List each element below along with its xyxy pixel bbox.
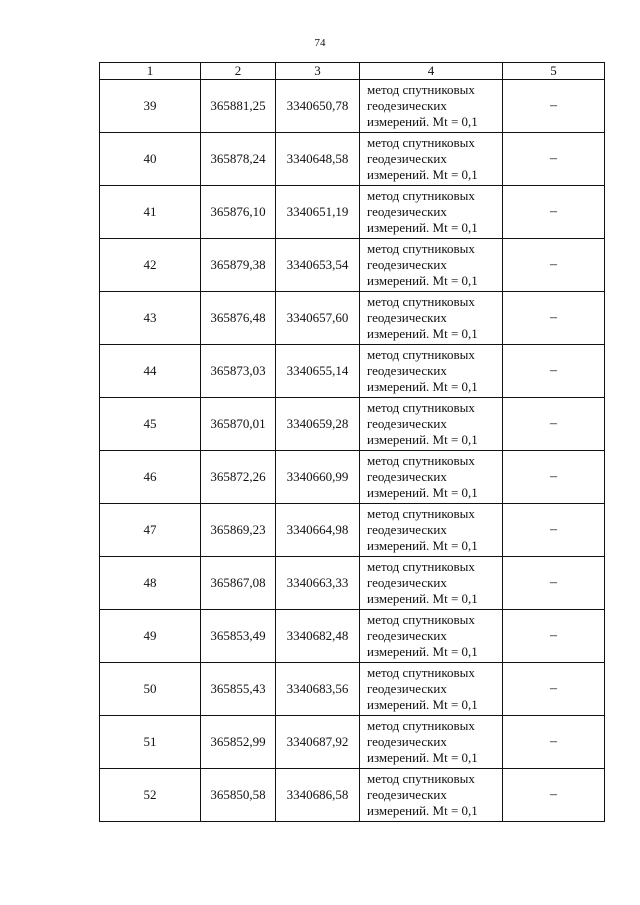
note-cell: – [503,451,605,504]
method-cell [360,504,503,557]
y-coordinate-cell: 3340651,19 [276,186,360,239]
header-row [100,63,605,80]
note-cell: – [503,133,605,186]
method-line-2: геодезических [367,575,447,590]
header-col-5: 5 [503,63,605,80]
method-cell [360,557,503,610]
coordinates-table [99,62,605,822]
y-coordinate-cell: 3340657,60 [276,292,360,345]
method-line-3: измерений. Mt = 0,1 [367,114,478,129]
table-row [100,398,605,451]
method-line-2: геодезических [367,204,447,219]
table-row [100,557,605,610]
note-cell: – [503,716,605,769]
method-cell [360,345,503,398]
table-row [100,186,605,239]
method-cell [360,451,503,504]
method-line-3: измерений. Mt = 0,1 [367,326,478,341]
y-coordinate-cell: 3340686,58 [276,769,360,822]
method-line-1: метод спутниковых [367,718,475,733]
y-coordinate-cell: 3340650,78 [276,80,360,133]
method-cell [360,610,503,663]
y-coordinate-cell: 3340655,14 [276,345,360,398]
point-number-cell: 49 [100,610,201,663]
method-line-3: измерений. Mt = 0,1 [367,379,478,394]
note-cell: – [503,239,605,292]
point-number-cell: 50 [100,663,201,716]
page-number: 74 [314,37,326,49]
point-number-cell: 46 [100,451,201,504]
note-cell: – [503,345,605,398]
table-row [100,345,605,398]
table-row [100,716,605,769]
header-col-4: 4 [360,63,503,80]
x-coordinate-cell: 365867,08 [201,557,276,610]
table-row [100,80,605,133]
method-line-1: метод спутниковых [367,82,475,97]
method-line-3: измерений. Mt = 0,1 [367,644,478,659]
y-coordinate-cell: 3340664,98 [276,504,360,557]
method-line-3: измерений. Mt = 0,1 [367,167,478,182]
method-line-1: метод спутниковых [367,771,475,786]
header-col-2: 2 [201,63,276,80]
x-coordinate-cell: 365853,49 [201,610,276,663]
y-coordinate-cell: 3340648,58 [276,133,360,186]
method-line-1: метод спутниковых [367,665,475,680]
point-number-cell: 52 [100,769,201,822]
table-header [100,63,605,80]
header-col-1: 1 [100,63,201,80]
x-coordinate-cell: 365873,03 [201,345,276,398]
method-line-3: измерений. Mt = 0,1 [367,591,478,606]
method-line-2: геодезических [367,257,447,272]
method-line-2: геодезических [367,310,447,325]
x-coordinate-cell: 365850,58 [201,769,276,822]
method-line-2: геодезических [367,734,447,749]
table-row [100,663,605,716]
method-cell [360,398,503,451]
table-row [100,610,605,663]
point-number-cell: 48 [100,557,201,610]
method-cell [360,769,503,822]
method-line-1: метод спутниковых [367,188,475,203]
method-line-3: измерений. Mt = 0,1 [367,750,478,765]
table-body [100,80,605,822]
method-line-1: метод спутниковых [367,135,475,150]
method-cell [360,80,503,133]
method-line-1: метод спутниковых [367,241,475,256]
method-cell [360,239,503,292]
note-cell: – [503,769,605,822]
y-coordinate-cell: 3340659,28 [276,398,360,451]
y-coordinate-cell: 3340687,92 [276,716,360,769]
method-line-2: геодезических [367,469,447,484]
x-coordinate-cell: 365876,10 [201,186,276,239]
x-coordinate-cell: 365869,23 [201,504,276,557]
point-number-cell: 41 [100,186,201,239]
method-line-2: геодезических [367,787,447,802]
note-cell: – [503,186,605,239]
method-line-3: измерений. Mt = 0,1 [367,432,478,447]
x-coordinate-cell: 365872,26 [201,451,276,504]
method-line-1: метод спутниковых [367,506,475,521]
method-line-1: метод спутниковых [367,453,475,468]
method-line-1: метод спутниковых [367,347,475,362]
method-cell [360,186,503,239]
x-coordinate-cell: 365879,38 [201,239,276,292]
y-coordinate-cell: 3340653,54 [276,239,360,292]
note-cell: – [503,504,605,557]
point-number-cell: 47 [100,504,201,557]
point-number-cell: 51 [100,716,201,769]
point-number-cell: 44 [100,345,201,398]
y-coordinate-cell: 3340683,56 [276,663,360,716]
note-cell: – [503,398,605,451]
x-coordinate-cell: 365852,99 [201,716,276,769]
method-line-3: измерений. Mt = 0,1 [367,538,478,553]
y-coordinate-cell: 3340660,99 [276,451,360,504]
method-line-3: измерений. Mt = 0,1 [367,273,478,288]
point-number-cell: 42 [100,239,201,292]
method-line-3: измерений. Mt = 0,1 [367,220,478,235]
table-row [100,504,605,557]
method-line-1: метод спутниковых [367,612,475,627]
x-coordinate-cell: 365876,48 [201,292,276,345]
x-coordinate-cell: 365881,25 [201,80,276,133]
method-cell [360,133,503,186]
point-number-cell: 39 [100,80,201,133]
note-cell: – [503,610,605,663]
note-cell: – [503,557,605,610]
header-col-3: 3 [276,63,360,80]
method-cell [360,663,503,716]
method-line-2: геодезических [367,151,447,166]
x-coordinate-cell: 365855,43 [201,663,276,716]
method-line-2: геодезических [367,522,447,537]
table-row [100,451,605,504]
note-cell: – [503,663,605,716]
method-line-1: метод спутниковых [367,559,475,574]
method-line-2: геодезических [367,681,447,696]
table-row [100,769,605,822]
method-line-3: измерений. Mt = 0,1 [367,697,478,712]
point-number-cell: 45 [100,398,201,451]
method-line-1: метод спутниковых [367,294,475,309]
method-line-2: геодезических [367,416,447,431]
method-line-3: измерений. Mt = 0,1 [367,485,478,500]
method-line-2: геодезических [367,363,447,378]
y-coordinate-cell: 3340663,33 [276,557,360,610]
y-coordinate-cell: 3340682,48 [276,610,360,663]
table-row [100,292,605,345]
point-number-cell: 40 [100,133,201,186]
method-cell [360,716,503,769]
method-line-2: геодезических [367,98,447,113]
method-line-2: геодезических [367,628,447,643]
note-cell: – [503,292,605,345]
x-coordinate-cell: 365878,24 [201,133,276,186]
table-row [100,239,605,292]
x-coordinate-cell: 365870,01 [201,398,276,451]
point-number-cell: 43 [100,292,201,345]
method-cell [360,292,503,345]
note-cell: – [503,80,605,133]
method-line-1: метод спутниковых [367,400,475,415]
method-line-3: измерений. Mt = 0,1 [367,803,478,818]
table-row [100,133,605,186]
